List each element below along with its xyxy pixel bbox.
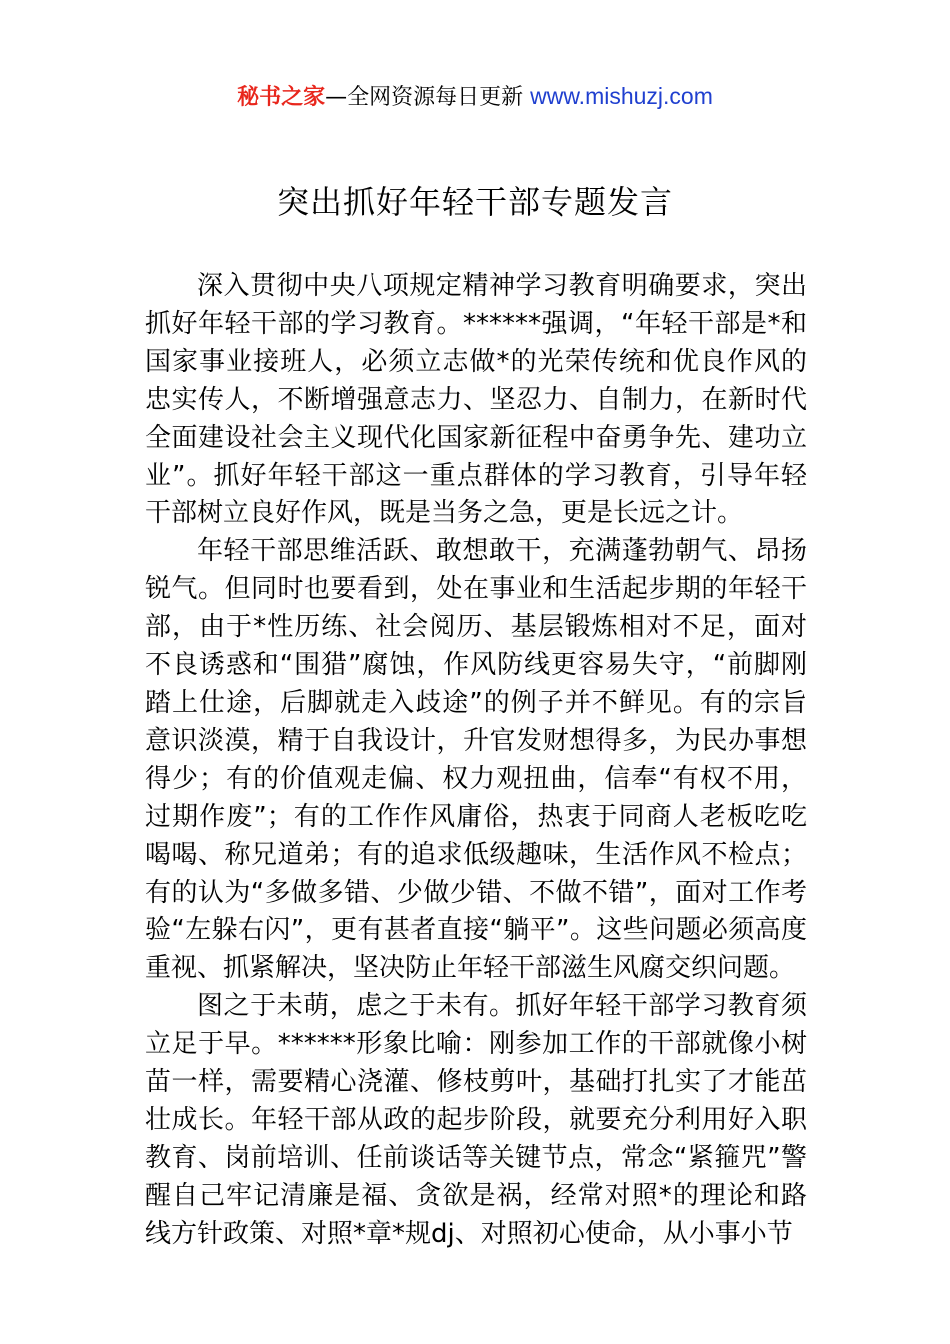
brand-name: 秘书之家 bbox=[237, 85, 326, 110]
paragraph: 深入贯彻中央八项规定精神学习教育明确要求，突出抓好年轻干部的学习教育。******强调，“年轻干部是*和国家事业接班人，必须立志做*的光荣传统和优良作风的忠实传人，不断增强意志力、坚忍力、自制力，在新时代全面建设社会主义现代化国家新征程中奋勇争先、建功立业”。抓好年轻干部这一重点群体的学习教育，引导年轻干部树立良好作风，既是当务之急，更是长远之计。 bbox=[145, 271, 807, 529]
header-tagline: —全网资源每日更新 bbox=[325, 85, 531, 110]
site-url-link[interactable]: www.mishuzj.com bbox=[530, 83, 713, 109]
paragraph: 年轻干部思维活跃、敢想敢干，充满蓬勃朝气、昂扬锐气。但同时也要看到，处在事业和生活起步期的年轻干部，由于*性历练、社会阅历、基层锻炼相对不足，面对不良诱惑和“围猎”腐蚀，作风防线更容易失守，“前脚刚踏上仕途，后脚就走入歧途”的例子并不鲜见。有的宗旨意识淡漠，精于自我设计，升官发财想得多，为民办事想得少；有的价值观走偏、权力观扭曲，信奉“有权不用，过期作废”；有的工作作风庸俗，热衷于同商人老板吃吃喝喝、称兄道弟；有的追求低级趣味，生活作风不检点；有的认为“多做多错、少做少错、不做不错”，面对工作考验“左躲右闪”，更有甚者直接“躺平”。这些问题必须高度重视、抓紧解决，坚决防止年轻干部滋生风腐交织问题。 bbox=[145, 536, 807, 984]
site-header bbox=[0, 80, 950, 114]
document-title: 突出抓好年轻干部专题发言 bbox=[276, 183, 673, 221]
document-body bbox=[145, 268, 807, 1254]
paragraph: 图之于未萌，虑之于未有。抓好年轻干部学习教育须立足于早。******形象比喻：刚参加工作的干部就像小树苗一样，需要精心浇灌、修枝剪叶，基础打扎实了才能茁壮成长。年轻干部从政的起步阶段，就要充分利用好入职教育、岗前培训、任前谈话等关键节点，常念“紧箍咒”警醒自己牢记清廉是福、贪欲是祸，经常对照*的理论和路线方针政策、对照*章*规dj、对照初心使命，从小事小节 bbox=[145, 991, 807, 1249]
